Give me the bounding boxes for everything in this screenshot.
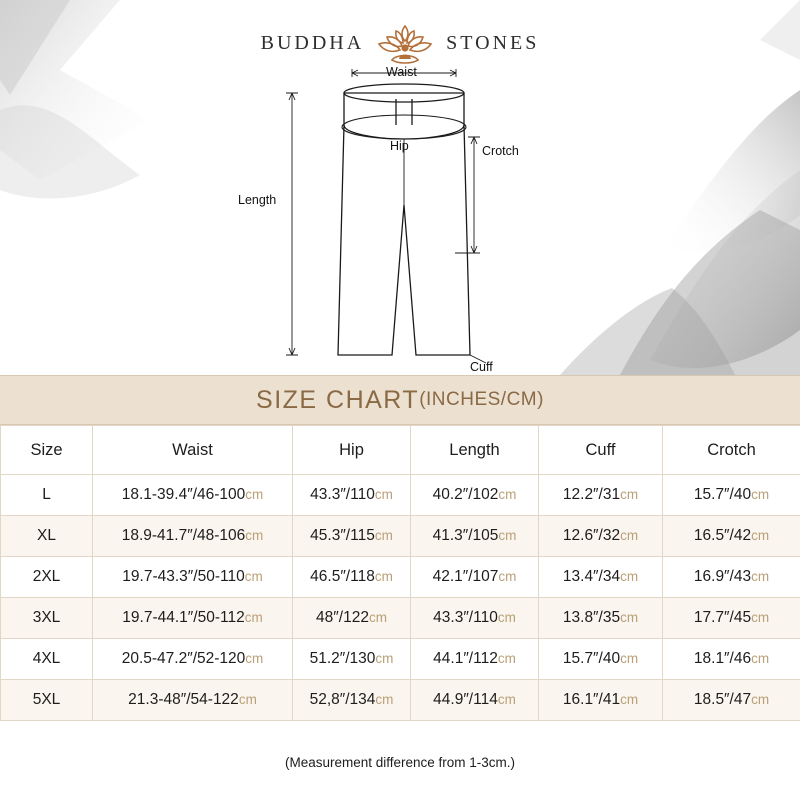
cell-cuff	[539, 680, 663, 721]
cell-length	[411, 557, 539, 598]
cell-waist-value: 18.9-41.7″/48-106	[121, 527, 246, 544]
cell-cuff-unit: cm	[620, 528, 639, 543]
cell-crotch-unit: cm	[751, 692, 770, 707]
column-header-crotch: Crotch	[663, 426, 800, 475]
table-row	[1, 598, 800, 639]
label-cuff: Cuff	[470, 360, 493, 374]
cell-crotch-value: 16.9″/43	[693, 568, 752, 585]
cell-length	[411, 639, 539, 680]
cell-waist-value: 18.1-39.4″/46-100	[121, 486, 246, 503]
cell-crotch-unit: cm	[751, 651, 770, 666]
cell-length-value: 40.2″/102	[432, 486, 499, 503]
column-header-length: Length	[411, 426, 539, 475]
cell-size: 3XL	[1, 598, 93, 639]
cell-length-unit: cm	[498, 569, 517, 584]
cell-waist-unit: cm	[245, 528, 264, 543]
cell-hip-value: 46.5″/118	[310, 568, 375, 585]
cell-hip-unit: cm	[368, 610, 387, 625]
cell-hip	[293, 516, 411, 557]
cell-cuff-value: 12.2″/31	[562, 486, 621, 503]
cell-hip	[293, 598, 411, 639]
cell-length	[411, 516, 539, 557]
cell-crotch	[663, 557, 800, 598]
cell-size: L	[1, 475, 93, 516]
cell-size: 2XL	[1, 557, 93, 598]
cell-size: XL	[1, 516, 93, 557]
cell-waist-value: 19.7-44.1″/50-112	[122, 609, 245, 626]
column-header-size: Size	[1, 426, 93, 475]
cell-cuff-unit: cm	[620, 692, 639, 707]
cell-hip-value: 48″/122	[316, 609, 369, 626]
cell-hip-value: 52,8″/134	[309, 691, 376, 708]
cell-cuff-unit: cm	[620, 569, 639, 584]
cell-waist	[93, 639, 293, 680]
cell-length-value: 44.9″/114	[433, 691, 498, 708]
cell-waist-value: 20.5-47.2″/52-120	[121, 650, 246, 667]
cell-waist-unit: cm	[244, 569, 263, 584]
cell-hip-unit: cm	[374, 569, 393, 584]
cell-length-unit: cm	[497, 651, 516, 666]
cell-waist	[93, 516, 293, 557]
cell-length-value: 42.1″/107	[432, 568, 499, 585]
cell-waist	[93, 598, 293, 639]
cell-crotch-unit: cm	[751, 528, 770, 543]
cell-crotch	[663, 475, 800, 516]
column-header-hip: Hip	[293, 426, 411, 475]
table-row	[1, 516, 800, 557]
column-header-waist: Waist	[93, 426, 293, 475]
table-row	[1, 557, 800, 598]
column-header-cuff: Cuff	[539, 426, 663, 475]
cell-hip-unit: cm	[374, 528, 393, 543]
label-hip: Hip	[390, 139, 409, 153]
size-chart-title: SIZE CHART	[256, 385, 420, 414]
cell-hip-value: 45.3″/115	[310, 527, 375, 544]
cell-waist-unit: cm	[245, 487, 264, 502]
cell-cuff	[539, 475, 663, 516]
cell-waist-unit: cm	[238, 692, 257, 707]
cell-length-unit: cm	[498, 528, 517, 543]
cell-length-unit: cm	[497, 692, 516, 707]
cell-hip-unit: cm	[375, 651, 394, 666]
cell-cuff-value: 13.8″/35	[562, 609, 621, 626]
cell-hip-unit: cm	[375, 692, 394, 707]
cell-length	[411, 680, 539, 721]
cell-crotch-value: 18.5″/47	[693, 691, 752, 708]
cell-cuff-unit: cm	[620, 487, 639, 502]
cell-cuff-value: 15.7″/40	[562, 650, 621, 667]
cell-cuff-value: 12.6″/32	[562, 527, 621, 544]
cell-length	[411, 598, 539, 639]
cell-crotch-value: 16.5″/42	[693, 527, 752, 544]
cell-cuff	[539, 516, 663, 557]
cell-cuff-value: 13.4″/34	[562, 568, 621, 585]
size-chart-title-units: (INCHES/CM)	[419, 389, 544, 410]
cell-hip	[293, 475, 411, 516]
cell-hip	[293, 557, 411, 598]
cell-cuff	[539, 557, 663, 598]
brand-name-right: STONES	[446, 31, 540, 54]
cell-crotch-value: 18.1″/46	[693, 650, 752, 667]
trousers-measurement-diagram	[0, 55, 800, 375]
label-waist: Waist	[386, 65, 417, 79]
cell-cuff-unit: cm	[620, 610, 639, 625]
cell-hip-value: 43.3″/110	[310, 486, 375, 503]
cell-waist-unit: cm	[244, 610, 263, 625]
cell-crotch-unit: cm	[751, 569, 770, 584]
cell-cuff	[539, 639, 663, 680]
size-chart-title-bar	[0, 375, 800, 425]
size-chart	[0, 375, 800, 721]
cell-crotch	[663, 598, 800, 639]
cell-crotch	[663, 516, 800, 557]
cell-waist	[93, 680, 293, 721]
cell-length-value: 41.3″/105	[432, 527, 499, 544]
cell-waist	[93, 475, 293, 516]
table-row	[1, 639, 800, 680]
cell-hip	[293, 680, 411, 721]
cell-length	[411, 475, 539, 516]
cell-waist-value: 19.7-43.3″/50-110	[122, 568, 245, 585]
measurement-footnote: (Measurement difference from 1-3cm.)	[284, 755, 516, 770]
cell-size: 4XL	[1, 639, 93, 680]
cell-waist	[93, 557, 293, 598]
cell-crotch-unit: cm	[751, 610, 770, 625]
table-row	[1, 680, 800, 721]
cell-length-value: 43.3″/110	[433, 609, 498, 626]
cell-size: 5XL	[1, 680, 93, 721]
label-crotch: Crotch	[482, 144, 519, 158]
cell-crotch	[663, 680, 800, 721]
cell-length-value: 44.1″/112	[433, 650, 498, 667]
cell-cuff	[539, 598, 663, 639]
trousers-line-drawing	[0, 55, 800, 375]
cell-length-unit: cm	[498, 487, 517, 502]
cell-hip	[293, 639, 411, 680]
cell-waist-unit: cm	[245, 651, 264, 666]
cell-crotch-value: 15.7″/40	[693, 486, 752, 503]
cell-length-unit: cm	[497, 610, 516, 625]
cell-crotch-value: 17.7″/45	[693, 609, 752, 626]
table-header-row	[1, 426, 800, 475]
cell-hip-unit: cm	[374, 487, 393, 502]
size-chart-table	[0, 425, 800, 721]
cell-waist-value: 21.3-48″/54-122	[128, 691, 239, 708]
label-length: Length	[238, 193, 277, 207]
cell-hip-value: 51.2″/130	[309, 650, 376, 667]
cell-cuff-value: 16.1″/41	[562, 691, 621, 708]
cell-cuff-unit: cm	[620, 651, 639, 666]
brand-name-left: BUDDHA	[260, 31, 365, 54]
table-row	[1, 475, 800, 516]
cell-crotch-unit: cm	[751, 487, 770, 502]
cell-crotch	[663, 639, 800, 680]
